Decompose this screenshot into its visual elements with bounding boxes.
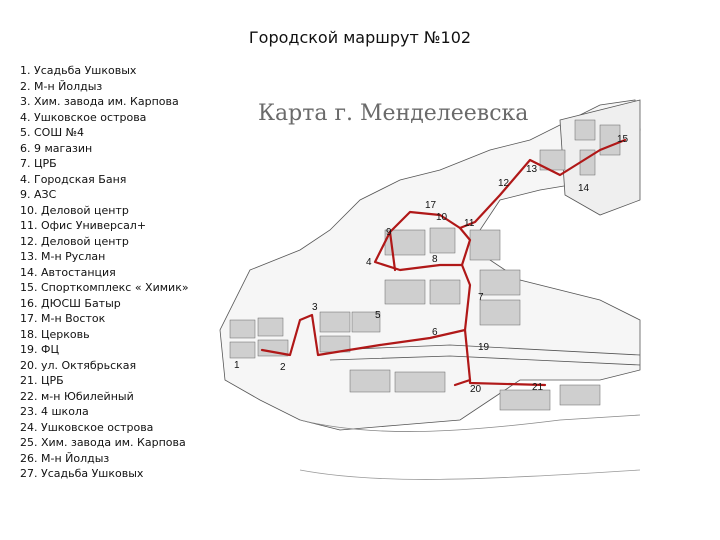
page-title: Городской маршрут №102 — [248, 28, 472, 47]
map-title: Карта г. Менделеевска — [258, 101, 529, 126]
stop-item: 25. Хим. завода им. Карпова — [20, 436, 186, 449]
stop-item: 20. ул. Октябрьская — [20, 358, 137, 372]
stop-item: 14. Автостанция — [20, 265, 116, 279]
route-marker-3: 3 — [312, 302, 318, 313]
stop-item: 21. ЦРБ — [20, 374, 64, 387]
stop-item: 1. Усадьба Ушковых — [20, 64, 137, 77]
stop-item: 2. М-н Йолдыз — [20, 79, 103, 93]
stop-item: 6. 9 магазин — [20, 141, 93, 155]
route-marker-19: 19 — [478, 342, 490, 353]
stop-item: 10. Деловой центр — [20, 203, 129, 217]
stop-item: 22. м-н Юбилейный — [20, 389, 134, 403]
route-marker-17: 17 — [425, 200, 437, 211]
route-marker-21: 21 — [532, 382, 544, 393]
stop-item: 26. М-н Йолдыз — [20, 451, 110, 465]
stop-item: 17. М-н Восток — [20, 312, 106, 325]
stop-item: 7. ЦРБ — [20, 157, 57, 170]
route-marker-13: 13 — [526, 164, 538, 175]
stop-item: 5. СОШ №4 — [20, 126, 85, 139]
stop-item: 18. Церковь — [20, 327, 90, 341]
stop-item: 27. Усадьба Ушковых — [20, 467, 144, 480]
route-marker-2: 2 — [280, 362, 286, 373]
route-marker-15: 15 — [617, 134, 629, 145]
route-marker-12: 12 — [498, 178, 510, 189]
stop-item: 11. Офис Универсал+ — [20, 219, 147, 232]
stop-item: 16. ДЮСШ Батыр — [20, 296, 121, 310]
route-marker-1: 1 — [234, 360, 240, 371]
route-marker-7: 7 — [478, 292, 484, 303]
stop-item: 23. 4 школа — [20, 405, 89, 418]
route-marker-14: 14 — [578, 183, 590, 194]
route-marker-6: 6 — [432, 327, 438, 338]
stop-item: 4. Ушковское острова — [20, 110, 147, 124]
stop-item: 15. Спорткомплекс « Химик» — [20, 281, 189, 294]
route-marker-11: 11 — [464, 218, 475, 229]
route-marker-9: 9 — [386, 227, 392, 238]
route-marker-20: 20 — [470, 384, 482, 395]
stop-item: 13. М-н Руслан — [20, 250, 106, 263]
route-marker-10: 10 — [436, 212, 448, 223]
city-map — [215, 85, 645, 495]
stop-item: 12. Деловой центр — [20, 234, 129, 248]
stop-item: 24. Ушковское острова — [20, 420, 154, 434]
stop-item: 9. АЗС — [20, 188, 57, 201]
stop-list — [20, 63, 189, 482]
route-marker-8: 8 — [432, 254, 438, 265]
stop-item: 4. Городская Баня — [20, 172, 127, 186]
stop-item: 3. Хим. завода им. Карпова — [20, 95, 179, 108]
stop-item: 19. ФЦ — [20, 343, 59, 356]
route-marker-5: 5 — [375, 310, 381, 321]
route-marker-4: 4 — [366, 257, 372, 268]
